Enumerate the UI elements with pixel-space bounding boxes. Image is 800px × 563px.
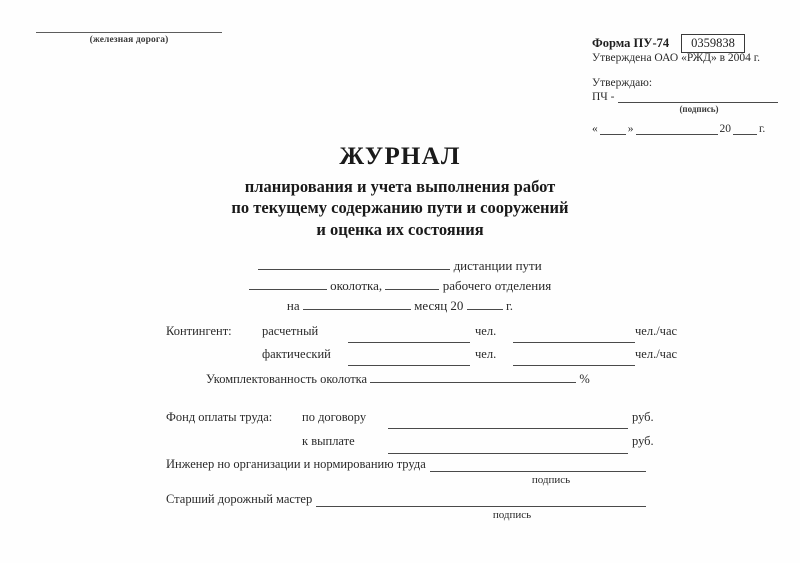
form-approved-text: Утверждена ОАО «РЖД» в 2004 г. bbox=[592, 52, 761, 64]
signature-row-engineer bbox=[166, 457, 646, 472]
distance-label: дистанции пути bbox=[453, 258, 542, 273]
form-label: Форма ПУ-74 bbox=[592, 36, 670, 51]
payroll-unit-contract: руб. bbox=[632, 410, 654, 424]
payroll-blank-payout[interactable] bbox=[388, 443, 628, 454]
contingent-block bbox=[166, 320, 677, 366]
subtitle-line-3: и оценка их состояния bbox=[316, 220, 484, 240]
railway-caption: (железная дорога) bbox=[89, 35, 169, 45]
signature-line-engineer[interactable] bbox=[430, 460, 646, 472]
contingent-kind-actual: фактический bbox=[262, 347, 331, 362]
date-year-prefix: 20 bbox=[719, 123, 731, 135]
date-day-blank[interactable] bbox=[600, 124, 626, 135]
subtitle-line-2: по текущему содержанию пути и сооружений bbox=[231, 198, 569, 218]
signature-row-master bbox=[166, 492, 646, 507]
signature-block-master bbox=[166, 492, 646, 521]
approval-title: Утверждаю: bbox=[592, 77, 653, 89]
contingent-unit-people-hour-actual: чел./час bbox=[635, 347, 678, 362]
date-quote-open: « bbox=[592, 123, 598, 135]
railway-fill-line[interactable] bbox=[36, 32, 222, 33]
section-row bbox=[0, 276, 800, 296]
completeness-blank[interactable] bbox=[370, 372, 576, 383]
payroll-block bbox=[166, 405, 654, 454]
document-title-block bbox=[0, 143, 800, 241]
signature-label-engineer: Инженер но организации и нормированию труда bbox=[166, 457, 426, 471]
section-label: околотка, bbox=[330, 278, 383, 294]
contingent-people-hour-blank-actual[interactable] bbox=[513, 355, 635, 366]
approval-position-label: ПЧ - bbox=[592, 91, 615, 103]
date-year-blank[interactable] bbox=[733, 124, 757, 135]
page-title: ЖУРНАЛ bbox=[339, 143, 461, 170]
contingent-label: Контингент: bbox=[166, 324, 232, 338]
document-subtitle bbox=[0, 176, 800, 241]
contingent-row-actual bbox=[166, 343, 677, 366]
distance-blank[interactable] bbox=[258, 259, 450, 270]
contingent-people-blank-actual[interactable] bbox=[348, 355, 470, 366]
payroll-blank-contract[interactable] bbox=[388, 418, 628, 429]
approval-block bbox=[592, 77, 778, 135]
date-quote-close: » bbox=[627, 123, 634, 135]
payroll-kind-contract: по договору bbox=[302, 410, 367, 424]
location-year-blank[interactable] bbox=[467, 299, 503, 310]
subtitle-line-1: планирования и учета выполнения работ bbox=[244, 176, 556, 196]
date-month-blank[interactable] bbox=[636, 124, 718, 135]
contingent-people-hour-blank-estimated[interactable] bbox=[513, 332, 635, 343]
signature-caption-engineer: подпись bbox=[531, 474, 571, 486]
payroll-row-payout bbox=[166, 429, 654, 453]
distance-row bbox=[0, 256, 800, 276]
signature-block-engineer bbox=[166, 457, 646, 486]
contingent-unit-people-estimated: чел. bbox=[475, 324, 497, 338]
payroll-kind-payout: к выплате bbox=[302, 434, 355, 449]
contingent-unit-people-hour-estimated: чел./час bbox=[635, 324, 678, 338]
form-number-box: 0359838 bbox=[681, 34, 745, 53]
signature-line-master[interactable] bbox=[316, 495, 646, 507]
contingent-kind-estimated: расчетный bbox=[262, 324, 319, 338]
approval-signature-row bbox=[592, 91, 778, 103]
completeness-row bbox=[206, 372, 590, 387]
contingent-people-blank-estimated[interactable] bbox=[348, 332, 470, 343]
completeness-label: Укомплектованность околотка bbox=[206, 372, 368, 386]
work-unit-blank[interactable] bbox=[385, 279, 439, 290]
location-block bbox=[0, 256, 800, 316]
date-year-suffix: г. bbox=[759, 123, 766, 135]
contingent-unit-people-actual: чел. bbox=[475, 347, 497, 362]
signature-caption-master: подпись bbox=[492, 509, 532, 521]
section-blank[interactable] bbox=[249, 279, 327, 290]
month-blank[interactable] bbox=[303, 299, 411, 310]
contingent-row-estimated bbox=[166, 320, 677, 343]
month-label: месяц 20 bbox=[414, 298, 464, 314]
payroll-label: Фонд оплаты труда: bbox=[166, 410, 273, 424]
work-unit-label: рабочего отделения bbox=[442, 278, 552, 294]
location-year-suffix: г. bbox=[505, 298, 514, 314]
form-identification bbox=[592, 34, 745, 53]
railway-field bbox=[36, 32, 222, 45]
payroll-unit-payout: руб. bbox=[632, 434, 654, 449]
month-row bbox=[0, 296, 800, 316]
completeness-unit: % bbox=[579, 372, 590, 386]
approval-signature-line[interactable] bbox=[618, 91, 778, 103]
payroll-row-contract bbox=[166, 405, 654, 429]
month-prefix: на bbox=[286, 298, 300, 314]
signature-label-master: Старший дорожный мастер bbox=[166, 492, 313, 506]
approval-date-row bbox=[592, 123, 778, 135]
approval-signature-caption: (подпись) bbox=[679, 104, 719, 114]
